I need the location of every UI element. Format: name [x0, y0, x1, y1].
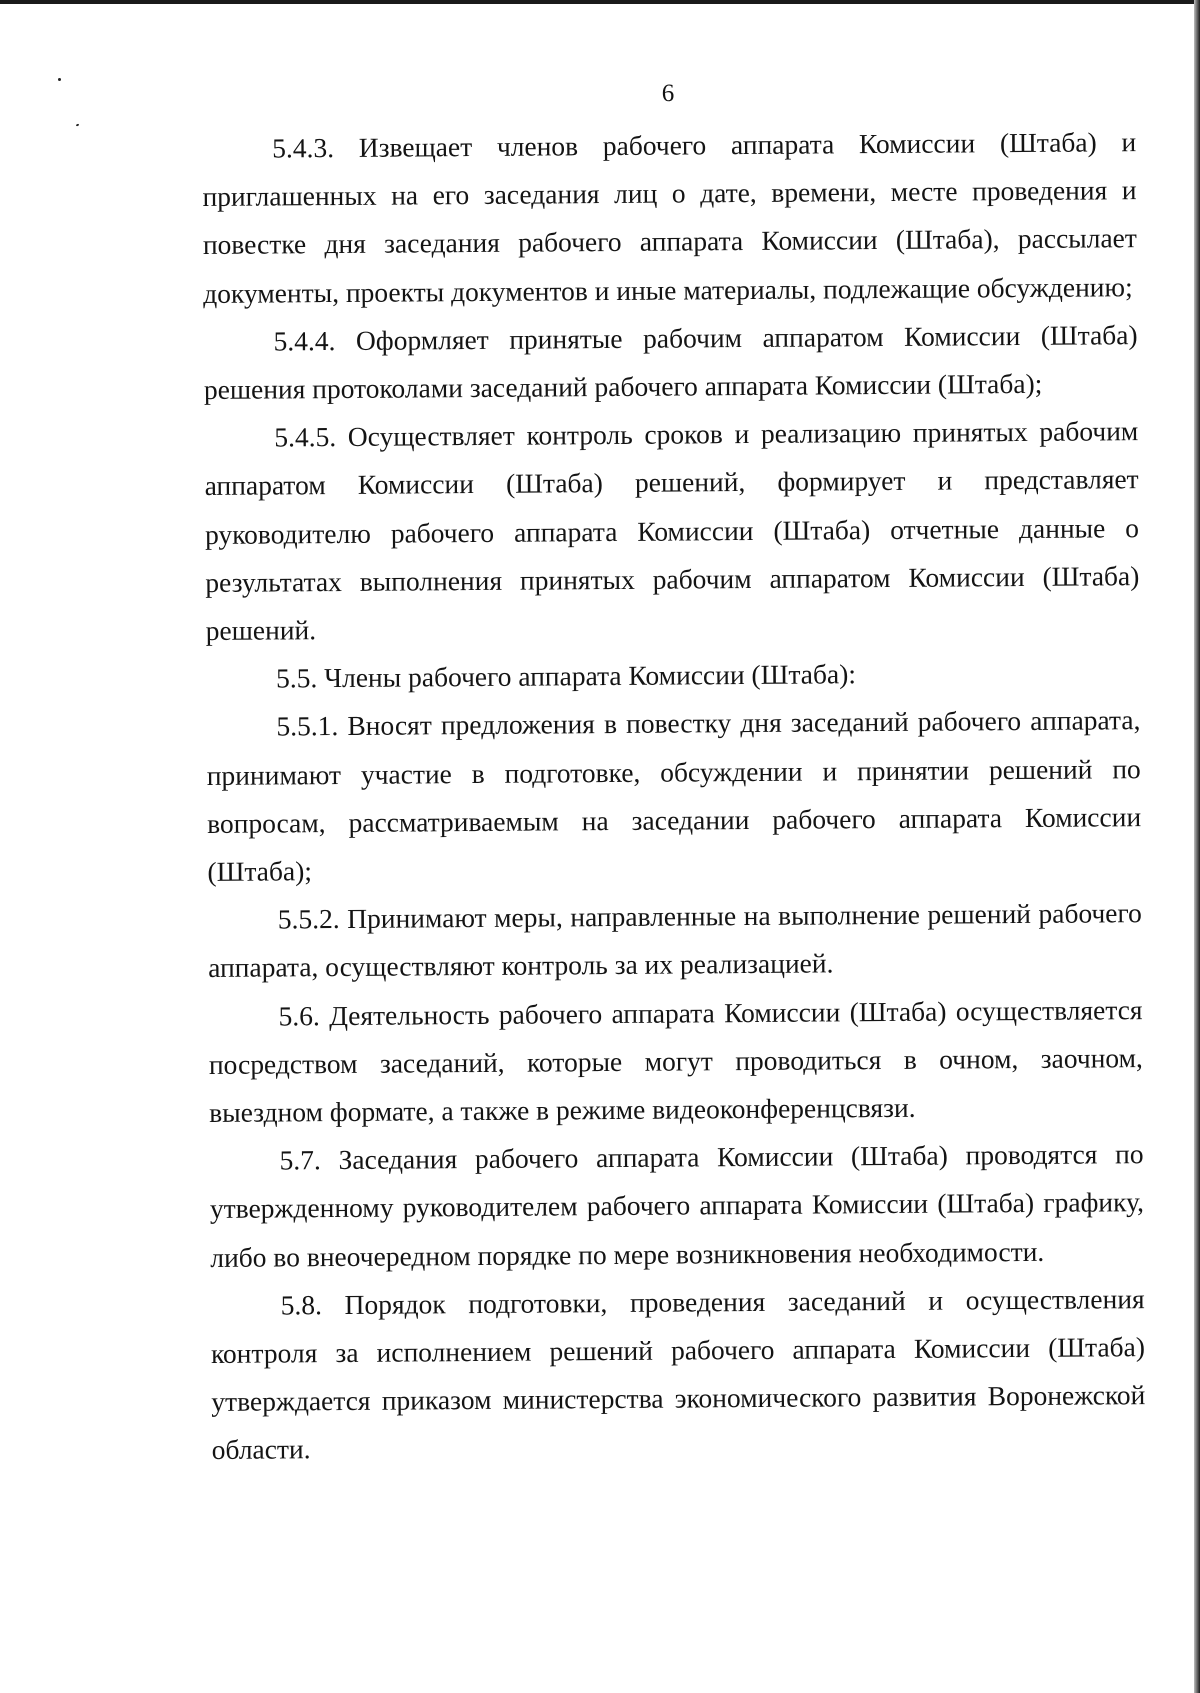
scan-speck [76, 123, 80, 126]
paragraph-5-4-5: 5.4.5. Осуществляет контроль сроков и реализацию принятых рабочим аппаратом Комиссии (Штаба) решений, формирует и представляет руководителю рабочего аппарата Комиссии (Штаба) отчетные данные о результатах выполнения принятых рабочим аппаратом Комиссии (Штаба) решений. [204, 415, 1140, 647]
paragraph-5-4-3: 5.4.3. Извещает членов рабочего аппарата Комиссии (Штаба) и приглашенных на его заседания лиц о дате, времени, месте проведения и повестке дня заседания рабочего аппарата Комиссии (Штаба), рассылает документы, проекты документов и иные материалы, подлежащие обсуждению; [202, 126, 1137, 309]
paragraph-5-5-2: 5.5.2. Принимают меры, направленные на выполнение решений рабочего аппарата, осуществляют контроль за их реализацией. [208, 897, 1142, 984]
scan-edge-top [0, 0, 1200, 4]
document-body [202, 118, 1146, 1474]
scan-edge-right [1194, 0, 1200, 1693]
paragraph-5-7: 5.7. Заседания рабочего аппарата Комиссии (Штаба) проводятся по утвержденному руководителем рабочего аппарата Комиссии (Штаба) графику, либо во внеочередном порядке по мере возникновения необходимости. [209, 1138, 1145, 1273]
paragraph-5-5: 5.5. Члены рабочего аппарата Комиссии (Штаба): [275, 658, 857, 694]
paragraph-5-4-4: 5.4.4. Оформляет принятые рабочим аппаратом Комиссии (Штаба) решения протоколами заседаний рабочего аппарата Комиссии (Штаба); [203, 318, 1138, 406]
paragraph-5-8: 5.8. Порядок подготовки, проведения заседаний и осуществления контроля за исполнением решений рабочего аппарата Комиссии (Штаба) утверждается приказом министерства экономического развития Воронежской области. [210, 1282, 1146, 1466]
paragraph-5-6: 5.6. Деятельность рабочего аппарата Комиссии (Штаба) осуществляется посредством заседаний, которые могут проводиться в очном, заочном, выездном формате, а также в режиме видеоконференцсвязи. [208, 993, 1143, 1129]
page-number: 6 [661, 80, 675, 107]
paragraph-5-5-1: 5.5.1. Вносят предложения в повестку дня заседаний рабочего аппарата, принимают участие в подготовке, обсуждении и принятии решений по вопросам, рассматриваемым на заседании рабочего аппарата Комиссии (Штаба); [206, 704, 1142, 888]
